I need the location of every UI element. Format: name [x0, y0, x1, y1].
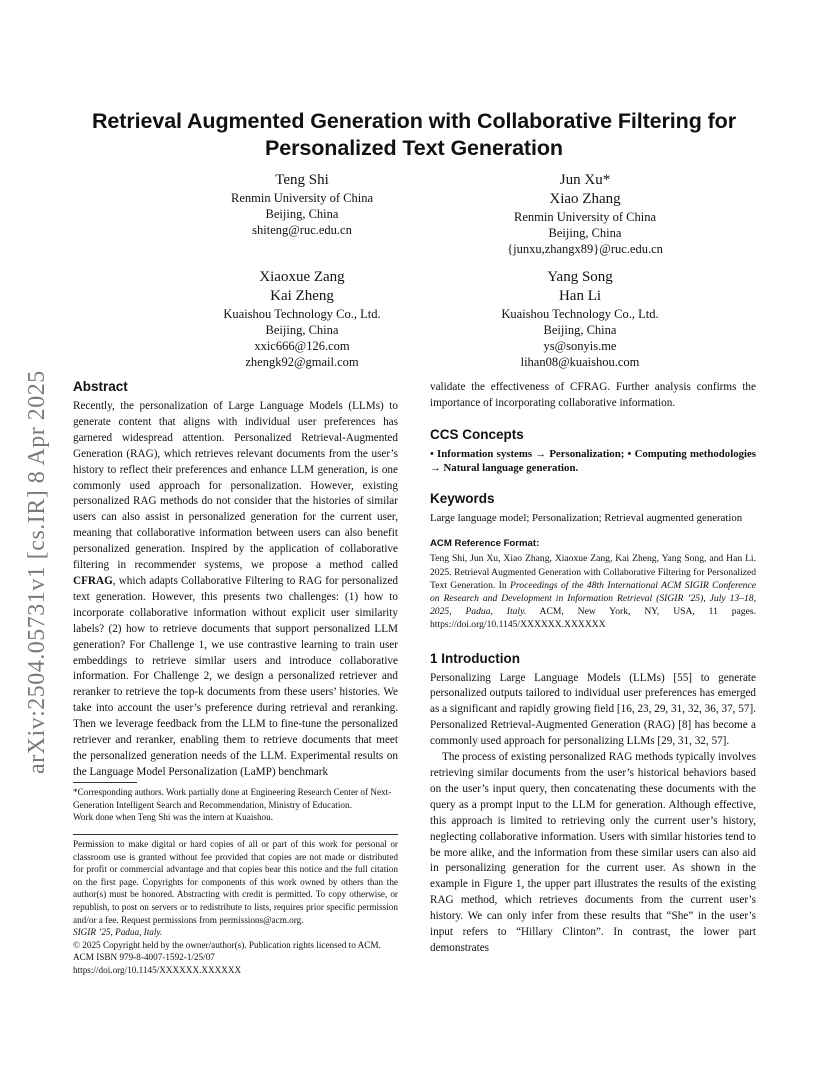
keywords-heading: Keywords	[430, 490, 495, 506]
author-email: ys@sonyis.me	[543, 339, 617, 353]
author-location: Beijing, China	[548, 226, 622, 240]
abstract-text-part: , which adapts Collaborative Filtering to RAG for personalized text generation. However, this presents two challenges: (1) how to incorporate collaborative information without explicit user similarity labels? (2) how to retrieve documents that support personalized LLM generation? For Challenge 1, we use contrastive learning to train user embeddings to retrieve similar users and introduce collaborative information. For Challenge 2, we design a personalized retriever and reranker to retrieve the top-k documents from these users’ histories. We take into account the user’s preference during retrieval and reranking. Then we leverage feedback from the LLM to fine-tune the personalized retriever and reranker, enabling them to retrieve documents that meet the personalized generation needs of the LLM. Experimental results on the Language Model Personalization (LaMP) benchmark	[73, 574, 398, 778]
footnotes	[73, 786, 398, 824]
author-block-1	[172, 171, 432, 238]
author-location: Beijing, China	[265, 323, 339, 337]
abstract-heading: Abstract	[73, 379, 128, 394]
acm-ref-proceedings: Proceedings of the 48th International ACM SIGIR Conference on Research and Development in Information Retrieval (SIGIR ’25), July 13–18, 2025, Padua, Italy.	[430, 579, 756, 618]
isbn-line: ACM ISBN 979-8-4007-1592-1/25/07	[73, 952, 215, 963]
abstract-continuation: validate the effectiveness of CFRAG. Further analysis confirms the importance of incorporating collaborative information.	[430, 381, 756, 409]
author-block-3	[172, 268, 432, 370]
method-name: CFRAG	[73, 574, 113, 587]
venue-line: SIGIR ’25, Padua, Italy.	[73, 927, 163, 938]
author-location: Beijing, China	[543, 323, 617, 337]
permission-rule	[73, 834, 398, 835]
author-email: xxic666@126.com	[254, 339, 350, 353]
ccs-text: • Information systems → Personalization; • Computing methodologies → Natural language generation.	[430, 447, 756, 475]
introduction-heading: 1 Introduction	[430, 650, 520, 666]
author-affiliation: Kuaishou Technology Co., Ltd.	[501, 307, 659, 321]
acm-ref-part: Teng Shi, Jun Xu, Xiao Zhang, Xiaoxue Zang, Kai Zheng, Yang Song, and Han Li. 2025. Retrieval Augmented Generation with Collaborative Filtering for Personalized Text Generation. In	[430, 553, 756, 591]
footnote-corresponding: *Corresponding authors. Work partially done at Engineering Research Center of Next-Generation Intelligent Search and Recommendation, Ministry of Education.	[73, 787, 392, 810]
acm-ref-text	[430, 552, 756, 631]
author-name: Xiaoxue Zang	[259, 269, 345, 285]
author-name: Xiao Zhang	[549, 191, 621, 207]
abstract-text	[73, 399, 398, 781]
paper-title: Retrieval Augmented Generation with Collaborative Filtering for Personalized Text Generation	[92, 109, 736, 160]
author-email: lihan08@kuaishou.com	[520, 355, 640, 369]
keywords-text: Large language model; Personalization; Retrieval augmented generation	[430, 511, 743, 524]
author-name: Teng Shi	[275, 172, 329, 188]
footnote-intern: Work done when Teng Shi was the intern at Kuaishou.	[73, 812, 274, 823]
footnote-rule	[73, 782, 137, 783]
author-name: Han Li	[558, 288, 602, 304]
author-block-4	[450, 268, 710, 370]
intro-paragraph-2: The process of existing personalized RAG methods typically involves retrieving similar documents from the user’s historical behaviors based on the user’s input query, then concatenating these documents with the query as a prompt input to the LLM for generation. Although effective, this approach is limited to retrieving only the current user’s history, neglecting collaborative information. Users with similar histories tend to be more alike, and the information from these similar users can also aid in personalizing generation for the current user. As shown in the example in Figure 1, the upper part illustrates the results of the existing RAG method, which retrieves documents from the current user’s history. We can only infer from these results that “She” in the user’s input refers to “Hillary Clinton”. In contrast, the lower part demonstrates	[430, 751, 756, 954]
author-email: zhengk92@gmail.com	[245, 355, 359, 369]
author-name: Kai Zheng	[270, 288, 334, 304]
author-name: Yang Song	[547, 269, 613, 285]
author-email: {junxu,zhangx89}@ruc.edu.cn	[507, 242, 663, 256]
arxiv-identifier	[24, 304, 48, 774]
abstract-section	[73, 378, 398, 781]
author-name: Jun Xu*	[559, 172, 611, 188]
author-email: shiteng@ruc.edu.cn	[252, 223, 352, 237]
acm-ref-heading: ACM Reference Format:	[430, 538, 540, 550]
permission-block	[73, 838, 398, 977]
author-block-2	[455, 171, 715, 257]
ccs-heading: CCS Concepts	[430, 426, 524, 442]
author-affiliation: Renmin University of China	[231, 191, 373, 205]
author-location: Beijing, China	[265, 207, 339, 221]
abstract-text-part: Recently, the personalization of Large Language Models (LLMs) to generate content that aligns with individual user preferences has garnered widespread attention. Personalized Retrieval-Augmented Generation (RAG), which retrieves relevant documents from the user’s history to reflect their preferences and enhance LLM generation, is one commonly used approach for personalization. However, existing personalized RAG methods do not consider that the histories of similar users can also assist in personalized generation for the current user, meaning that collaborative information between users can also benefit personalized generation. Inspired by the application of collaborative filtering in recommender systems, we propose a method called	[73, 400, 398, 572]
doi-link[interactable]: https://doi.org/10.1145/XXXXXX.XXXXXX	[73, 964, 242, 975]
author-affiliation: Renmin University of China	[514, 210, 656, 224]
copyright-line: © 2025 Copyright held by the owner/author(s). Publication rights licensed to ACM.	[73, 939, 381, 950]
right-column	[430, 380, 756, 957]
acm-ref-part: ACM, New York, NY, USA, 11 pages. https://doi.org/10.1145/XXXXXX.XXXXXX	[430, 606, 756, 631]
arxiv-identifier-text: arXiv:2504.05731v1 [cs.IR] 8 Apr 2025	[24, 370, 50, 774]
intro-paragraph-1: Personalizing Large Language Models (LLMs) [55] to generate personalized outputs tailored to individual user preferences has emerged as a significant and rapidly growing field [16, 23, 29, 31, 32, 36, 37, 57]. Personalized Retrieval-Augmented Generation (RAG) [8] has become a commonly used approach for personalizing LLMs [29, 31, 32, 57].	[430, 671, 756, 748]
author-affiliation: Kuaishou Technology Co., Ltd.	[223, 307, 381, 321]
permission-notice: Permission to make digital or hard copies of all or part of this work for personal or classroom use is granted without fee provided that copies are not made or distributed for profit or commercial advantage and that copies bear this notice and the full citation on the first page. Copyrights for components of this work owned by others than the author(s) must be honored. Abstracting with credit is permitted. To copy otherwise, or republish, to post on servers or to redistribute to lists, requires prior specific permission and/or a fee. Request permissions from permissions@acm.org.	[73, 839, 398, 925]
